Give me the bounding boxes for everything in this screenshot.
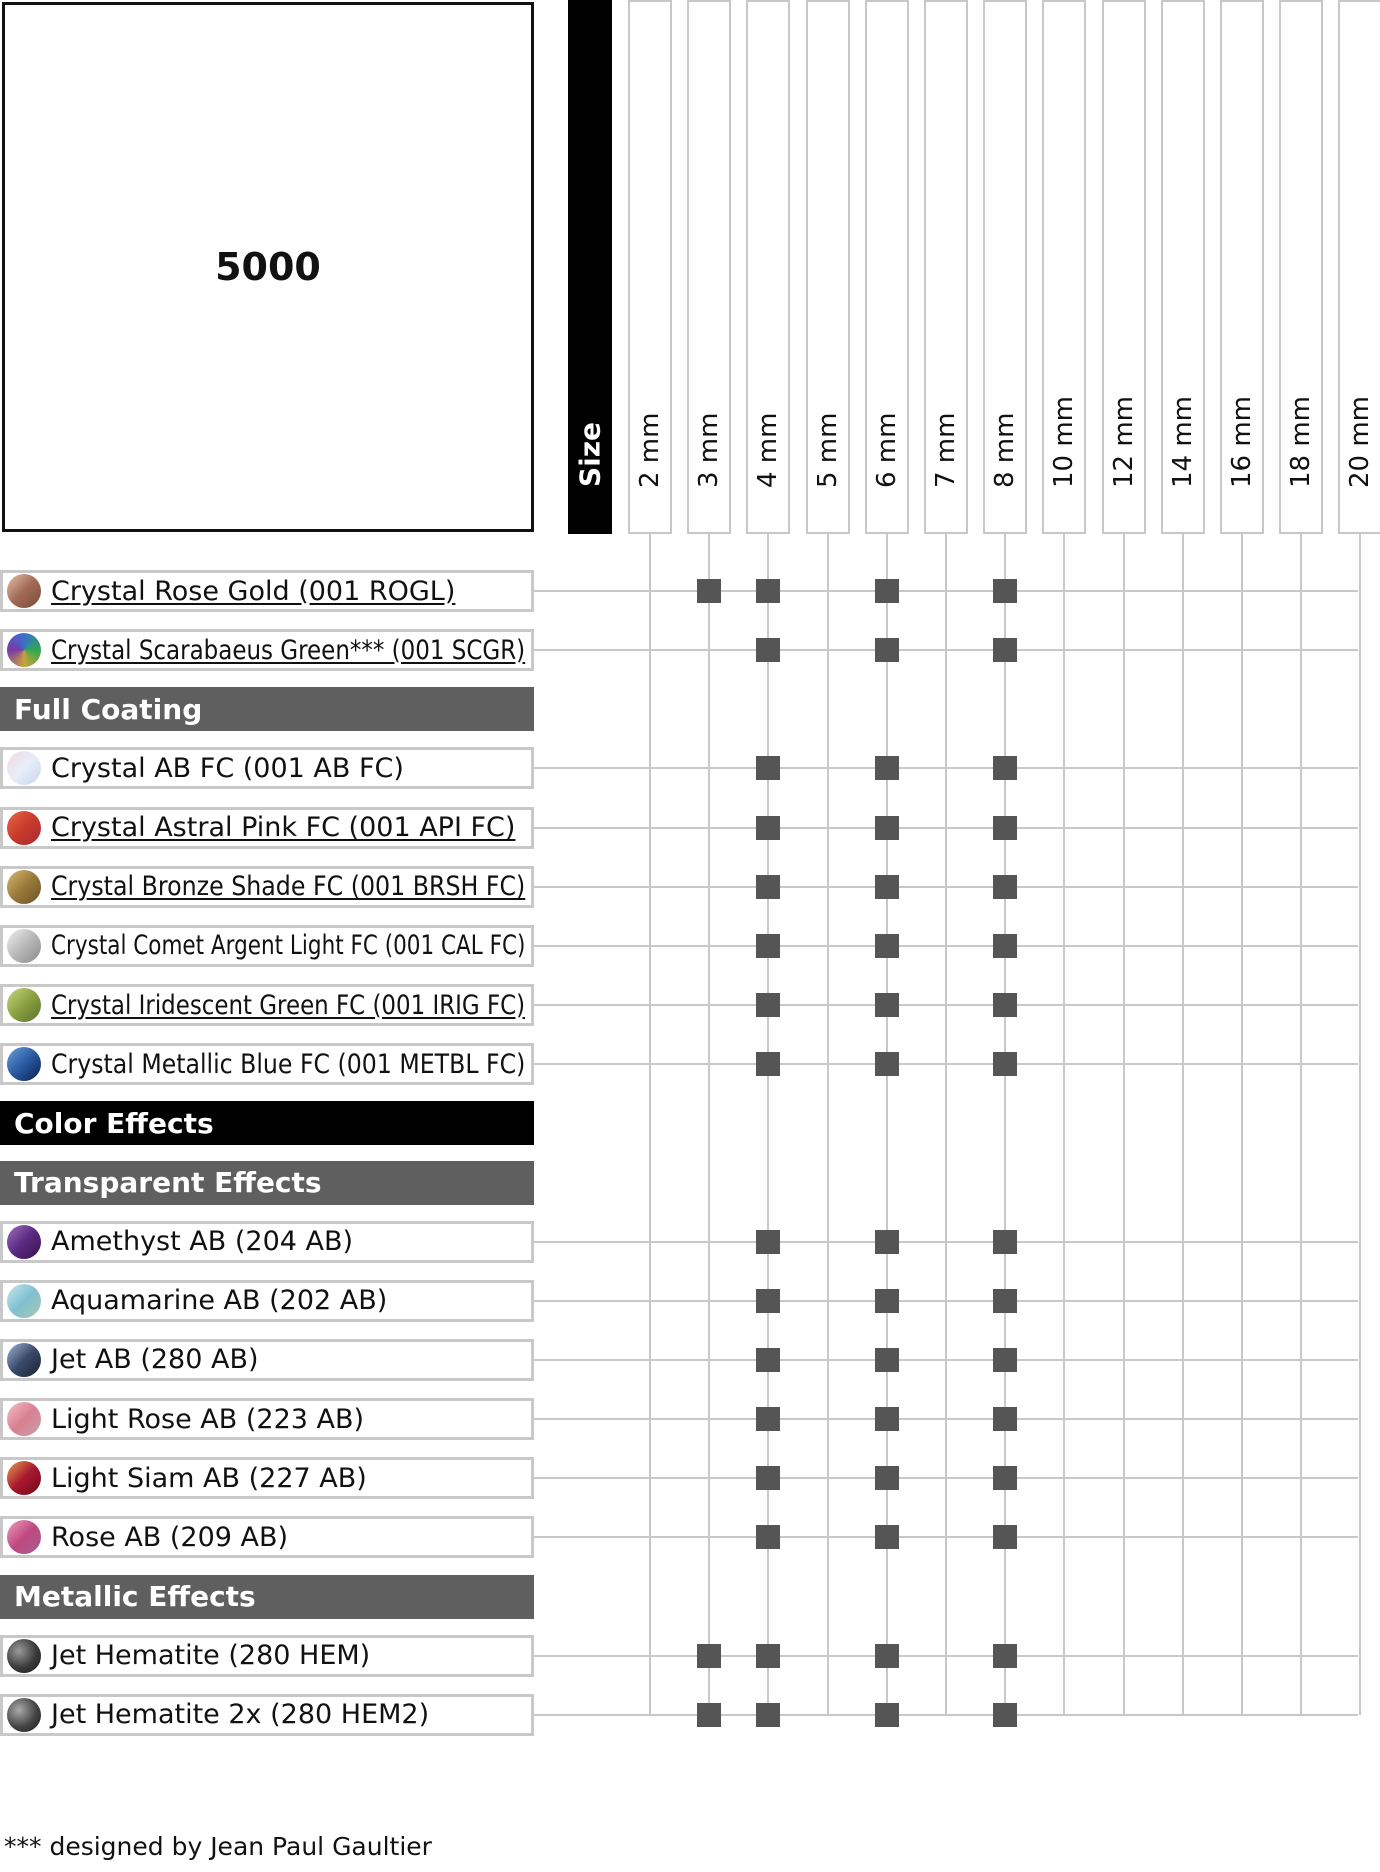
availability-marker: [756, 756, 780, 780]
size-column-label: 6 mm: [871, 412, 902, 488]
availability-marker: [993, 1703, 1017, 1727]
grid-horizontal-line: [534, 945, 1358, 947]
availability-marker: [756, 816, 780, 840]
section-header-metallic-effects: Metallic Effects: [0, 1575, 534, 1619]
color-row-light-rose-ab-223-ab: [0, 1398, 534, 1440]
size-column-label: 10 mm: [1049, 395, 1080, 488]
availability-marker: [993, 579, 1017, 603]
availability-marker: [697, 1703, 721, 1727]
color-swatch-icon: [7, 1284, 41, 1318]
product-title: 5000: [215, 245, 321, 289]
color-row-crystal-iridescent-green-fc-001-irig-fc[interactable]: [0, 984, 534, 1026]
size-column-label: 7 mm: [931, 412, 961, 488]
grid-horizontal-line: [534, 1477, 1358, 1479]
color-label: Crystal AB FC (001 AB FC): [51, 752, 404, 784]
availability-marker: [875, 638, 899, 662]
availability-marker: [756, 1052, 780, 1076]
availability-marker: [875, 1052, 899, 1076]
size-label: Size: [573, 421, 607, 487]
section-header-color-effects: Color Effects: [0, 1101, 534, 1145]
color-swatch-icon: [7, 1225, 41, 1259]
size-column-header-5-mm: [806, 0, 850, 534]
size-column-label: 12 mm: [1108, 395, 1139, 488]
size-column-label: 8 mm: [990, 412, 1021, 488]
size-column-header-16-mm: [1220, 0, 1264, 534]
availability-marker: [993, 875, 1017, 899]
color-label: Aquamarine AB (202 AB): [51, 1285, 388, 1317]
color-row-rose-ab-209-ab: [0, 1516, 534, 1558]
color-label: Light Rose AB (223 AB): [51, 1403, 365, 1435]
grid-horizontal-line: [534, 767, 1358, 769]
color-link[interactable]: Crystal Rose Gold (001 ROGL): [51, 575, 456, 607]
size-column-label: 16 mm: [1227, 395, 1257, 488]
color-swatch-icon: [7, 1639, 41, 1673]
size-column-header-7-mm: [924, 0, 968, 534]
color-swatch-icon: [7, 988, 41, 1022]
availability-marker: [875, 1644, 899, 1668]
grid-horizontal-line: [534, 649, 1358, 651]
color-label: Light Siam AB (227 AB): [51, 1462, 367, 1494]
size-column-label: 14 mm: [1167, 395, 1198, 488]
grid-horizontal-line: [534, 886, 1358, 888]
size-column-header-3-mm: [687, 0, 731, 534]
size-column-header-4-mm: [746, 0, 790, 534]
color-link[interactable]: Crystal Iridescent Green FC (001 IRIG FC): [51, 989, 526, 1021]
availability-marker: [993, 934, 1017, 958]
availability-marker: [993, 1525, 1017, 1549]
grid-horizontal-line: [534, 1418, 1358, 1420]
color-row-crystal-metallic-blue-fc-001-metbl-fc: [0, 1043, 534, 1085]
availability-marker: [875, 993, 899, 1017]
availability-marker: [875, 816, 899, 840]
grid-horizontal-line: [534, 1536, 1358, 1538]
size-column-label: 4 mm: [753, 412, 784, 488]
color-link[interactable]: Crystal Scarabaeus Green*** (001 SCGR): [51, 634, 526, 666]
grid-horizontal-line: [534, 1063, 1358, 1065]
availability-marker: [875, 1466, 899, 1490]
availability-marker: [756, 875, 780, 899]
color-link[interactable]: Crystal Bronze Shade FC (001 BRSH FC): [51, 871, 526, 903]
color-row-crystal-scarabaeus-green-001-scgr[interactable]: [0, 629, 534, 671]
availability-marker: [875, 934, 899, 958]
color-swatch-icon: [7, 1047, 41, 1081]
grid-horizontal-line: [534, 1241, 1358, 1243]
availability-marker: [697, 1644, 721, 1668]
grid-horizontal-line: [534, 1359, 1358, 1361]
color-row-crystal-rose-gold-001-rogl[interactable]: [0, 570, 534, 612]
availability-marker: [993, 1407, 1017, 1431]
availability-marker: [756, 1525, 780, 1549]
grid-horizontal-line: [534, 1004, 1358, 1006]
availability-marker: [697, 579, 721, 603]
color-row-jet-hematite-2x-280-hem2: [0, 1694, 534, 1736]
color-swatch-icon: [7, 1520, 41, 1554]
availability-marker: [993, 756, 1017, 780]
size-column-header-8-mm: [983, 0, 1027, 534]
color-swatch-icon: [7, 1343, 41, 1377]
color-swatch-icon: [7, 1402, 41, 1436]
color-row-light-siam-ab-227-ab: [0, 1457, 534, 1499]
color-row-crystal-ab-fc-001-ab-fc: [0, 747, 534, 789]
availability-marker: [993, 1644, 1017, 1668]
color-row-amethyst-ab-204-ab: [0, 1221, 534, 1263]
color-label: Crystal Comet Argent Light FC (001 CAL FC): [51, 930, 526, 962]
availability-marker: [756, 1703, 780, 1727]
color-row-crystal-astral-pink-fc-001-api-fc[interactable]: [0, 807, 534, 849]
color-label: Amethyst AB (204 AB): [51, 1226, 354, 1258]
availability-marker: [875, 1348, 899, 1372]
availability-marker: [756, 1466, 780, 1490]
availability-marker: [756, 934, 780, 958]
product-title-box: [2, 2, 534, 532]
grid-horizontal-line: [534, 1714, 1358, 1716]
grid-vertical-line: [1359, 534, 1361, 1715]
availability-marker: [993, 1052, 1017, 1076]
color-row-crystal-bronze-shade-fc-001-brsh-fc[interactable]: [0, 866, 534, 908]
size-column-header-12-mm: [1102, 0, 1146, 534]
size-column-label: 20 mm: [1345, 395, 1376, 488]
size-column-header-14-mm: [1161, 0, 1205, 534]
size-column-header-10-mm: [1042, 0, 1086, 534]
availability-marker: [875, 579, 899, 603]
availability-marker: [756, 1644, 780, 1668]
size-column-label: 3 mm: [694, 412, 725, 488]
footnote: *** designed by Jean Paul Gaultier: [4, 1832, 432, 1861]
color-row-aquamarine-ab-202-ab: [0, 1280, 534, 1322]
color-swatch-icon: [7, 870, 41, 904]
availability-marker: [875, 1407, 899, 1431]
color-swatch-icon: [7, 574, 41, 608]
color-row-jet-hematite-280-hem: [0, 1635, 534, 1677]
availability-marker: [875, 875, 899, 899]
section-header-transparent-effects: Transparent Effects: [0, 1161, 534, 1205]
availability-marker: [756, 1230, 780, 1254]
availability-marker: [993, 993, 1017, 1017]
size-column-header-20-mm: [1338, 0, 1380, 534]
size-column-header-2-mm: [628, 0, 672, 534]
availability-marker: [756, 993, 780, 1017]
color-swatch-icon: [7, 1698, 41, 1732]
color-swatch-icon: [7, 633, 41, 667]
availability-marker: [756, 1407, 780, 1431]
availability-marker: [875, 1703, 899, 1727]
availability-marker: [875, 1230, 899, 1254]
availability-marker: [993, 1230, 1017, 1254]
size-column-label: 5 mm: [812, 412, 843, 488]
color-label: Jet Hematite 2x (280 HEM2): [51, 1699, 430, 1731]
color-label: Jet Hematite (280 HEM): [51, 1640, 371, 1672]
color-swatch-icon: [7, 1461, 41, 1495]
color-swatch-icon: [7, 751, 41, 785]
color-row-crystal-comet-argent-light-fc-001-cal-fc: [0, 925, 534, 967]
grid-horizontal-line: [534, 1300, 1358, 1302]
size-header: [568, 0, 612, 534]
availability-marker: [756, 638, 780, 662]
color-label: Rose AB (209 AB): [51, 1521, 289, 1553]
size-column-label: 2 mm: [635, 412, 665, 488]
availability-marker: [756, 1348, 780, 1372]
section-header-full-coating: Full Coating: [0, 687, 534, 731]
availability-marker: [993, 1348, 1017, 1372]
availability-marker: [875, 1525, 899, 1549]
color-row-jet-ab-280-ab: [0, 1339, 534, 1381]
color-label: Jet AB (280 AB): [51, 1344, 259, 1376]
availability-marker: [993, 638, 1017, 662]
color-label: Crystal Metallic Blue FC (001 METBL FC): [51, 1048, 526, 1080]
color-swatch-icon: [7, 929, 41, 963]
availability-marker: [993, 816, 1017, 840]
availability-marker: [993, 1289, 1017, 1313]
grid-horizontal-line: [534, 590, 1358, 592]
availability-marker: [875, 1289, 899, 1313]
availability-marker: [756, 1289, 780, 1313]
size-column-header-18-mm: [1279, 0, 1323, 534]
availability-marker: [993, 1466, 1017, 1490]
size-column-header-6-mm: [865, 0, 909, 534]
size-column-label: 18 mm: [1286, 395, 1317, 488]
availability-marker: [875, 756, 899, 780]
grid-horizontal-line: [534, 827, 1358, 829]
grid-horizontal-line: [534, 1655, 1358, 1657]
color-swatch-icon: [7, 811, 41, 845]
availability-marker: [756, 579, 780, 603]
color-link[interactable]: Crystal Astral Pink FC (001 API FC): [51, 812, 516, 844]
